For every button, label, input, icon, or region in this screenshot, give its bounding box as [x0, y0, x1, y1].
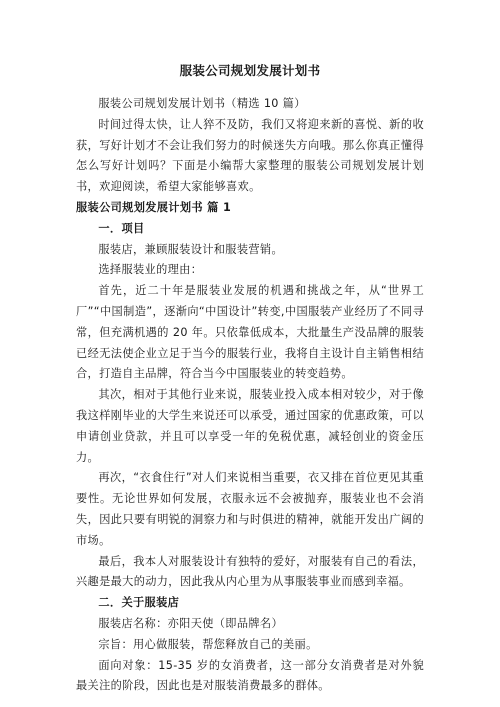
body-paragraph: 面向对象：15-35 岁的女消费者，这一部分女消费者是对外貌最关注的阶段，因此也是对服装消费最多的群体。 [76, 658, 424, 693]
body-paragraph: 最后，我本人对服装设计有独特的爱好，对服装有自己的看法，兴趣是最大的动力，因此我从内心里为从事服装事业而感到幸福。 [76, 554, 424, 589]
section-heading: 服装公司规划发展计划书 篇 1 [76, 200, 232, 214]
body-paragraph: 首先，近二十年是服装业发展的机遇和挑战之年，从“世界工厂”“中国制造”，逐渐向“中国设计”转变,中国服装产业经历了不同寻常，但充满机遇的 20 年。只依靠低成本，大批量生产没品牌的服装已经无法使企业立足于当今的服装行业，我将自主设计自主销售相结合，打造自主品牌，符合当今中国服装业的转变趋势。 [76, 284, 424, 381]
subsection-heading-store: 二．关于服装店 [98, 596, 180, 610]
body-paragraph: 选择服装业的理由： [98, 263, 203, 277]
body-paragraph: 其次，相对于其他行业来说，服装业投入成本相对较少，对于像我这样刚毕业的大学生来说还可以承受，通过国家的优惠政策，可以申请创业贷款，并且可以享受一年的免税优惠，减轻创业的资金压力。 [76, 388, 424, 464]
subtitle-paragraph: 服装公司规划发展计划书（精选 10 篇） [98, 97, 306, 110]
body-paragraph: 宗旨：用心做服装，帮您释放自己的美丽。 [98, 637, 318, 651]
subsection-heading-project: 一．项目 [98, 221, 145, 235]
body-paragraph: 服装店名称：亦阳天使（即品牌名） [98, 616, 283, 630]
document-title: 服装公司规划发展计划书 [179, 63, 321, 78]
body-paragraph: 再次，“衣食住行”对人们来说相当重要，衣又排在首位更见其重要性。无论世界如何发展，衣服永远不会被抛弃，服装业也不会消失，因此只要有明锐的洞察力和与时俱进的精神，就能开发出广阔的市场。 [76, 471, 424, 547]
intro-paragraph: 时间过得太快，让人猝不及防，我们又将迎来新的喜悦、新的收获，写好计划才不会让我们努力的时候迷失方向哦。那么你真正懂得怎么写好计划吗？下面是小编帮大家整理的服装公司规划发展计划书，欢迎阅读，希望大家能够喜欢。 [76, 117, 424, 194]
body-paragraph: 服装店，兼顾服装设计和服装营销。 [98, 242, 283, 256]
